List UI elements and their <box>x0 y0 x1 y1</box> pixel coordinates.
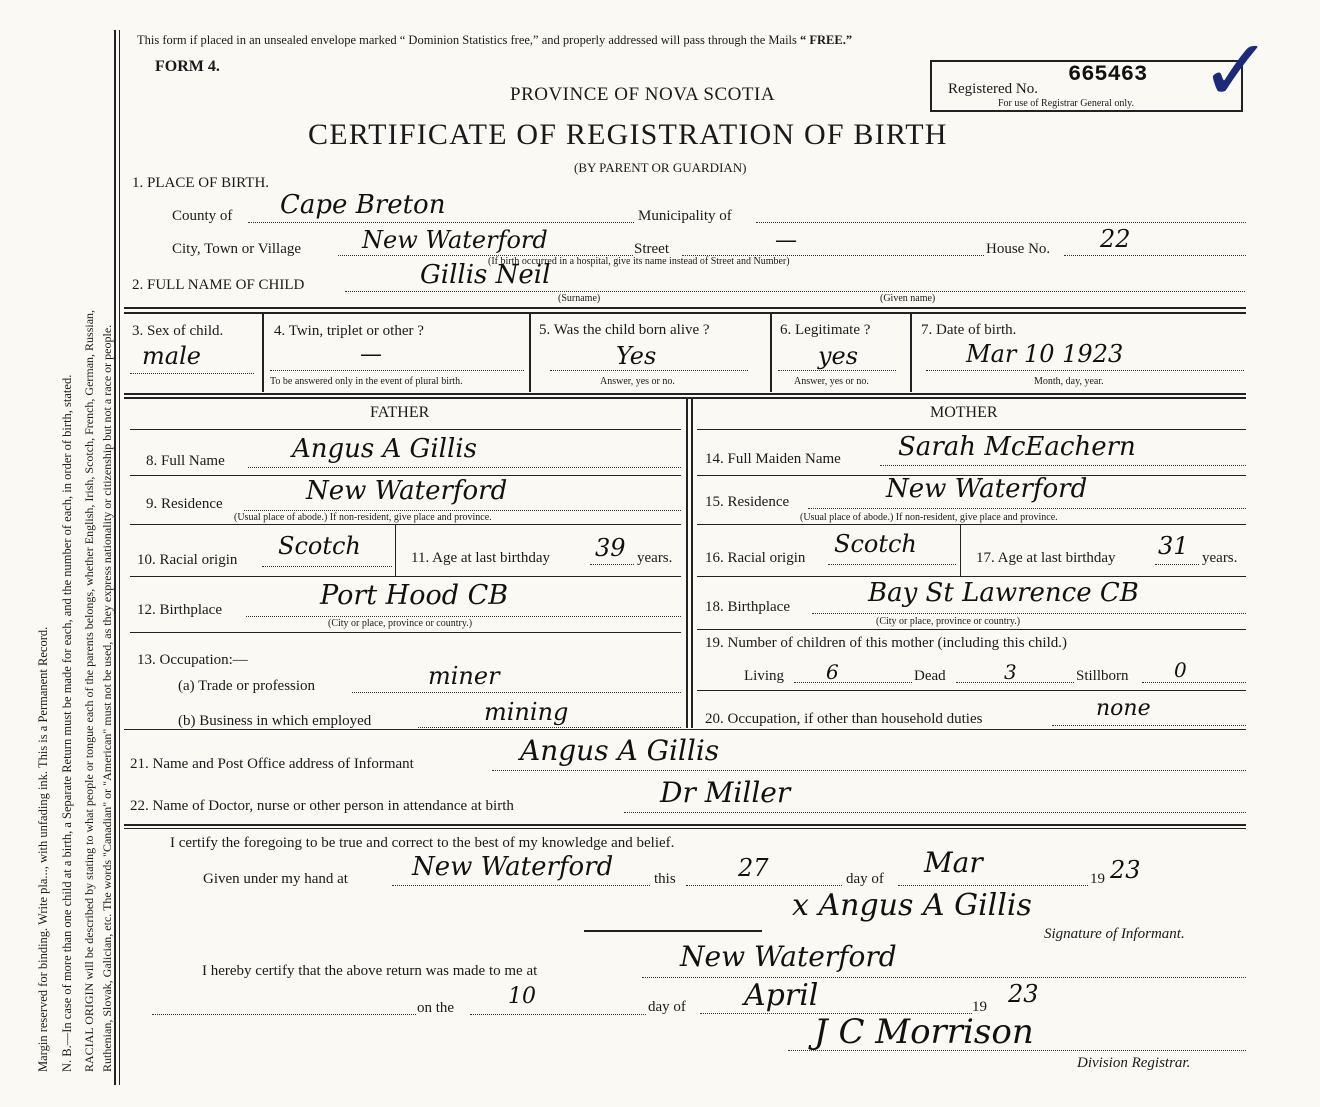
father-name-value: Angus A Gillis <box>292 434 477 464</box>
margin-line-3: RACIAL ORIGIN will be described by stating to what people or tongue each of the parents belongs, whether English, Irish, Scotch, French, German, Russian, <box>82 309 96 1072</box>
mother-age-label: 17. Age at last birthday <box>976 550 1116 566</box>
street-value: — <box>775 228 797 253</box>
mother-age-value: 31 <box>1158 532 1189 560</box>
dob-label: 7. Date of birth. <box>921 322 1017 338</box>
month-value: Mar <box>924 846 983 879</box>
day-value: 27 <box>738 854 769 882</box>
registered-box <box>930 60 1243 112</box>
father-occupation-label: 13. Occupation:— <box>137 652 248 668</box>
twin-label: 4. Twin, triplet or other ? <box>274 323 424 339</box>
house-label: House No. <box>986 241 1051 257</box>
registrar-year-prefix: 19 <box>972 999 987 1015</box>
mother-name-label: 14. Full Maiden Name <box>705 451 841 467</box>
mother-heading: MOTHER <box>930 404 998 421</box>
county-label: County of <box>172 208 233 224</box>
mother-birthplace-label: 18. Birthplace <box>705 599 790 615</box>
mother-occupation-value: none <box>1096 696 1151 721</box>
certify-statement: I certify the foregoing to be true and correct to the best of my knowledge and belief. <box>170 835 675 851</box>
registrar-year-value: 23 <box>1008 980 1039 1008</box>
informant-label: 21. Name and Post Office address of Informant <box>130 756 414 772</box>
check-mark-icon: ✓ <box>1200 23 1273 119</box>
twin-value: — <box>360 342 382 367</box>
doctor-label: 22. Name of Doctor, nurse or other person in attendance at birth <box>130 798 514 814</box>
on-the-label: on the <box>417 1000 455 1016</box>
this-label: this <box>654 871 676 887</box>
dead-label: Dead <box>914 668 946 684</box>
margin-line-4: Ruthenian, Slovak, Galician, etc. The words "Canadian" or "American" must not be used, as they express nationality or citizenship but not a race or people. <box>100 324 114 1072</box>
trade-label: (a) Trade or profession <box>178 678 316 694</box>
sex-label: 3. Sex of child. <box>132 323 224 339</box>
sex-value: male <box>142 342 201 370</box>
certificate-title: CERTIFICATE OF REGISTRATION OF BIRTH <box>308 118 948 151</box>
given-place-value: New Waterford <box>412 852 614 882</box>
legitimate-label: 6. Legitimate ? <box>780 322 871 338</box>
stillborn-value: 0 <box>1174 658 1187 682</box>
father-race-value: Scotch <box>278 532 361 560</box>
father-birthplace-note: (City or place, province or country.) <box>328 618 473 629</box>
margin-rule-inner <box>119 30 120 1085</box>
house-value: 22 <box>1100 225 1131 253</box>
mother-race-value: Scotch <box>834 530 917 558</box>
margin-rule <box>114 30 116 1085</box>
given-label: Given under my hand at <box>203 871 348 887</box>
margin-notes <box>0 0 120 1107</box>
mother-birthplace-note: (City or place, province or country.) <box>876 616 1021 627</box>
father-race-label: 10. Racial origin <box>137 552 238 568</box>
registrar-day-of-label: day of <box>648 999 686 1015</box>
dob-value: Mar 10 1923 <box>966 340 1124 368</box>
dob-note: Month, day, year. <box>1034 376 1104 387</box>
margin-line-2: N. B.—In case of more than one child at a birth, a Separate Return must be made for each, and the number of each, in order of birth, stated. <box>60 374 74 1072</box>
municipality-label: Municipality of <box>638 208 732 224</box>
doctor-value: Dr Miller <box>660 776 791 809</box>
mother-name-value: Sarah McEachern <box>898 432 1136 462</box>
twin-note: To be answered only in the event of plural birth. <box>270 376 463 387</box>
mother-birthplace-value: Bay St Lawrence CB <box>868 578 1139 608</box>
mother-race-label: 16. Racial origin <box>705 550 806 566</box>
province-heading: PROVINCE OF NOVA SCOTIA <box>510 84 776 105</box>
registrar-note: For use of Registrar General only. <box>998 98 1134 109</box>
street-label: Street <box>634 241 669 257</box>
day-of-label: day of <box>846 871 884 887</box>
division-registrar-label: Division Registrar. <box>1077 1055 1191 1071</box>
child-name-value: Gillis Neil <box>420 260 551 290</box>
registrar-statement: I hereby certify that the above return was made to me at <box>202 963 538 979</box>
living-label: Living <box>744 668 784 684</box>
father-birthplace-value: Port Hood CB <box>320 580 509 611</box>
place-heading: 1. PLACE OF BIRTH. <box>132 175 270 191</box>
certificate-subtitle: (BY PARENT OR GUARDIAN) <box>574 160 747 175</box>
informant-value: Angus A Gillis <box>520 734 720 767</box>
mailing-notice: This form if placed in an unsealed envelope marked “ Dominion Statistics free,” and properly addressed will pass through the Mails “ FREE.” <box>137 33 853 47</box>
registrar-place-value: New Waterford <box>680 940 897 973</box>
father-age-value: 39 <box>595 534 626 562</box>
city-label: City, Town or Village <box>172 241 302 257</box>
alive-label: 5. Was the child born alive ? <box>539 322 710 338</box>
hospital-note: (If birth occurred in a hospital, give its name instead of Street and Number) <box>488 256 790 267</box>
legitimate-value: yes <box>818 342 859 370</box>
father-age-years: years. <box>637 550 673 566</box>
mother-age-years: years. <box>1202 550 1238 566</box>
father-residence-note: (Usual place of abode.) If non-resident, give place and province. <box>234 512 492 523</box>
margin-line-1: Margin reserved for binding. Write pla..., with unfading ink. This is a Permanent Record. <box>36 626 50 1072</box>
business-label: (b) Business in which employed <box>178 713 372 729</box>
child-name-label: 2. FULL NAME OF CHILD <box>132 277 305 293</box>
father-residence-value: New Waterford <box>306 476 508 506</box>
registrar-day-value: 10 <box>508 984 536 1009</box>
surname-note: (Surname) <box>558 293 601 304</box>
trade-value: miner <box>428 662 500 690</box>
year-value: 23 <box>1110 856 1141 884</box>
living-value: 6 <box>826 660 839 684</box>
dead-value: 3 <box>1004 660 1017 684</box>
mother-occupation-label: 20. Occupation, if other than household duties <box>705 711 983 727</box>
county-value: Cape Breton <box>280 190 446 220</box>
mother-residence-value: New Waterford <box>886 474 1088 504</box>
father-name-label: 8. Full Name <box>146 453 225 469</box>
children-label: 19. Number of children of this mother (including this child.) <box>705 635 1068 651</box>
city-value: New Waterford <box>362 226 548 254</box>
informant-signature: x Angus A Gillis <box>792 888 1032 923</box>
registrar-signature: J C Morrison <box>814 1012 1034 1052</box>
father-residence-label: 9. Residence <box>146 496 223 512</box>
year-prefix: 19 <box>1090 871 1105 887</box>
alive-note: Answer, yes or no. <box>600 376 675 387</box>
form-number: FORM 4. <box>155 58 220 75</box>
registrar-month-value: April <box>744 978 819 1013</box>
given-name-note: (Given name) <box>880 293 936 304</box>
legitimate-note: Answer, yes or no. <box>794 376 869 387</box>
registered-number: 665463 <box>1068 62 1148 87</box>
mother-residence-note: (Usual place of abode.) If non-resident, give place and province. <box>800 512 1058 523</box>
signature-label: Signature of Informant. <box>1044 926 1185 942</box>
registered-label: Registered No. <box>948 81 1038 97</box>
father-heading: FATHER <box>370 404 430 421</box>
stillborn-label: Stillborn <box>1076 668 1129 684</box>
alive-value: Yes <box>616 342 657 370</box>
mother-residence-label: 15. Residence <box>705 494 790 510</box>
father-age-label: 11. Age at last birthday <box>411 550 550 566</box>
father-birthplace-label: 12. Birthplace <box>137 602 222 618</box>
business-value: mining <box>484 698 569 726</box>
